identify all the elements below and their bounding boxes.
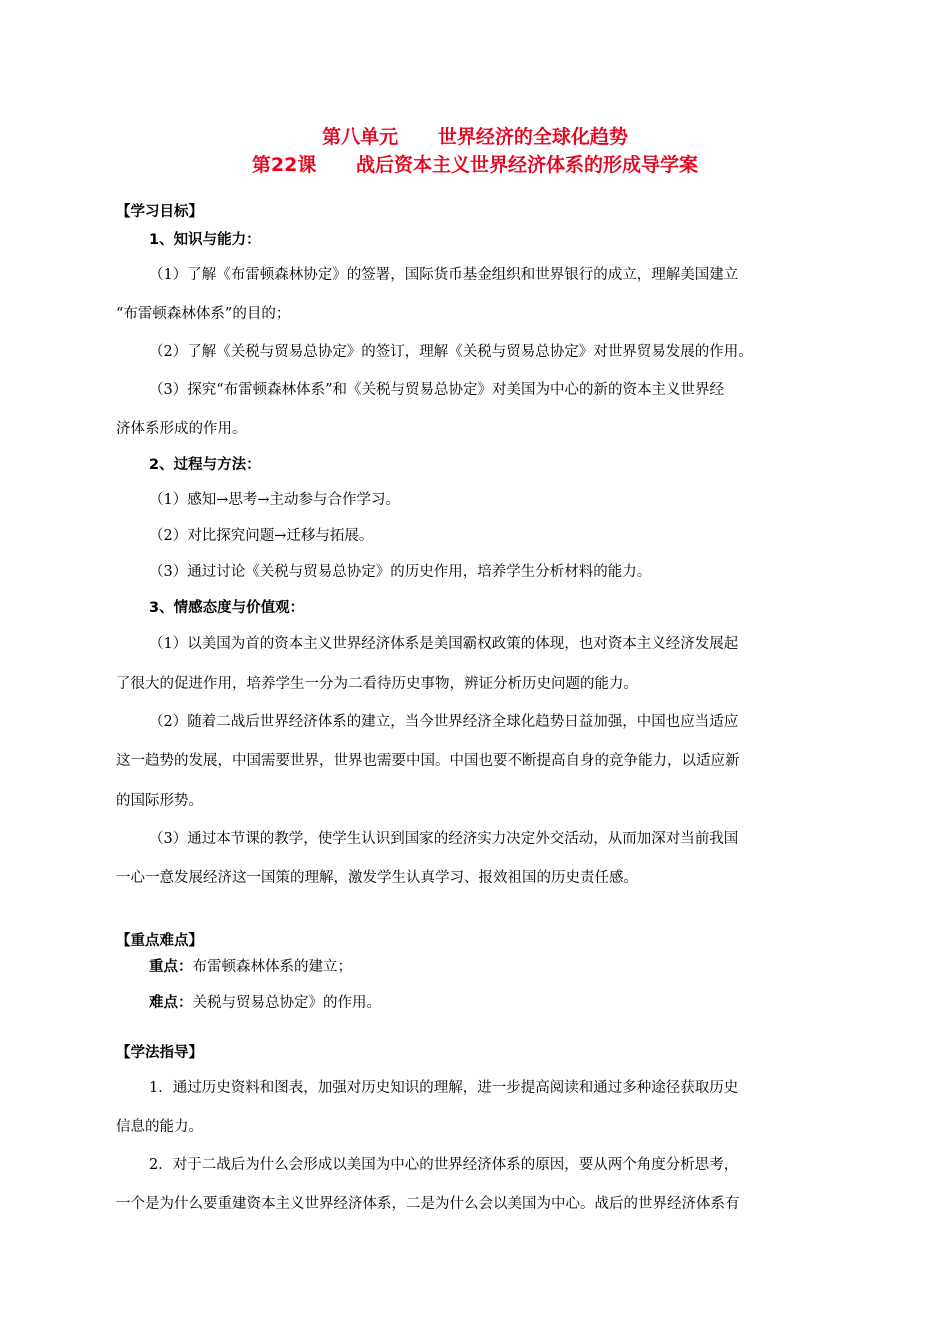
paragraph: （1）感知→思考→主动参与合作学习。 <box>149 492 401 508</box>
hard-point-label: 难点： <box>149 995 193 1011</box>
paragraph: 这一趋势的发展，中国需要世界，世界也需要中国。中国也要不断提高自身的竞争能力，以适应新 <box>116 753 740 769</box>
hard-point-text: 关税与贸易总协定》的作用。 <box>192 995 381 1011</box>
paragraph: （2）了解《关税与贸易总协定》的签订，理解《关税与贸易总协定》对世界贸易发展的作用。 <box>149 344 753 360</box>
paragraph: 济体系形成的作用。 <box>116 421 247 437</box>
paragraph: （3）通过讨论《关税与贸易总协定》的历史作用，培养学生分析材料的能力。 <box>149 564 652 580</box>
key-point-line <box>149 957 871 977</box>
paragraph: （1）了解《布雷顿森林协定》的签署，国际货币基金组织和世界银行的成立，理解美国建立 <box>149 267 739 283</box>
keypoints-heading: 【重点难点】 <box>116 933 203 949</box>
paragraph: 的国际形势。 <box>116 793 203 809</box>
paragraph: （3）通过本节课的教学，使学生认识到国家的经济实力决定外交活动，从而加深对当前我国 <box>149 831 739 847</box>
paragraph: （1）以美国为首的资本主义世界经济体系是美国霸权政策的体现，也对资本主义经济发展起 <box>149 636 739 652</box>
attitude-subtitle: 3、情感态度与价值观： <box>149 600 305 616</box>
paragraph: 了很大的促进作用，培养学生一分为二看待历史事物，辨证分析历史问题的能力。 <box>116 676 638 692</box>
unit-title: 第八单元 世界经济的全球化趋势 <box>322 126 628 148</box>
knowledge-subtitle: 1、知识与能力： <box>149 232 261 248</box>
paragraph: 2．对于二战后为什么会形成以美国为中心的世界经济体系的原因，要从两个角度分析思考， <box>149 1157 739 1173</box>
process-subtitle: 2、过程与方法： <box>149 457 261 473</box>
paragraph: （3）探究“布雷顿森林体系”和《关税与贸易总协定》对美国为中心的新的资本主义世界经 <box>149 382 725 398</box>
paragraph: 一心一意发展经济这一国策的理解，激发学生认真学习、报效祖国的历史责任感。 <box>116 870 638 886</box>
hard-point-line <box>149 993 871 1013</box>
paragraph: 1．通过历史资料和图表，加强对历史知识的理解，进一步提高阅读和通过多种途径获取历史 <box>149 1080 739 1096</box>
lesson-title: 第22课 战后资本主义世界经济体系的形成导学案 <box>251 154 699 176</box>
paragraph: （2）对比探究问题→迁移与拓展。 <box>149 528 374 544</box>
guidance-heading: 【学法指导】 <box>116 1045 203 1061</box>
paragraph: 一个是为什么要重建资本主义世界经济体系，二是为什么会以美国为中心。战后的世界经济体系有 <box>116 1196 740 1212</box>
paragraph: “布雷顿森林体系”的目的； <box>116 306 291 322</box>
key-point-text: 布雷顿森林体系的建立； <box>192 959 352 975</box>
objectives-heading: 【学习目标】 <box>116 204 203 220</box>
paragraph: （2）随着二战后世界经济体系的建立，当今世界经济全球化趋势日益加强，中国也应当适应 <box>149 714 739 730</box>
paragraph: 信息的能力。 <box>116 1119 203 1135</box>
key-point-label: 重点： <box>149 959 193 975</box>
